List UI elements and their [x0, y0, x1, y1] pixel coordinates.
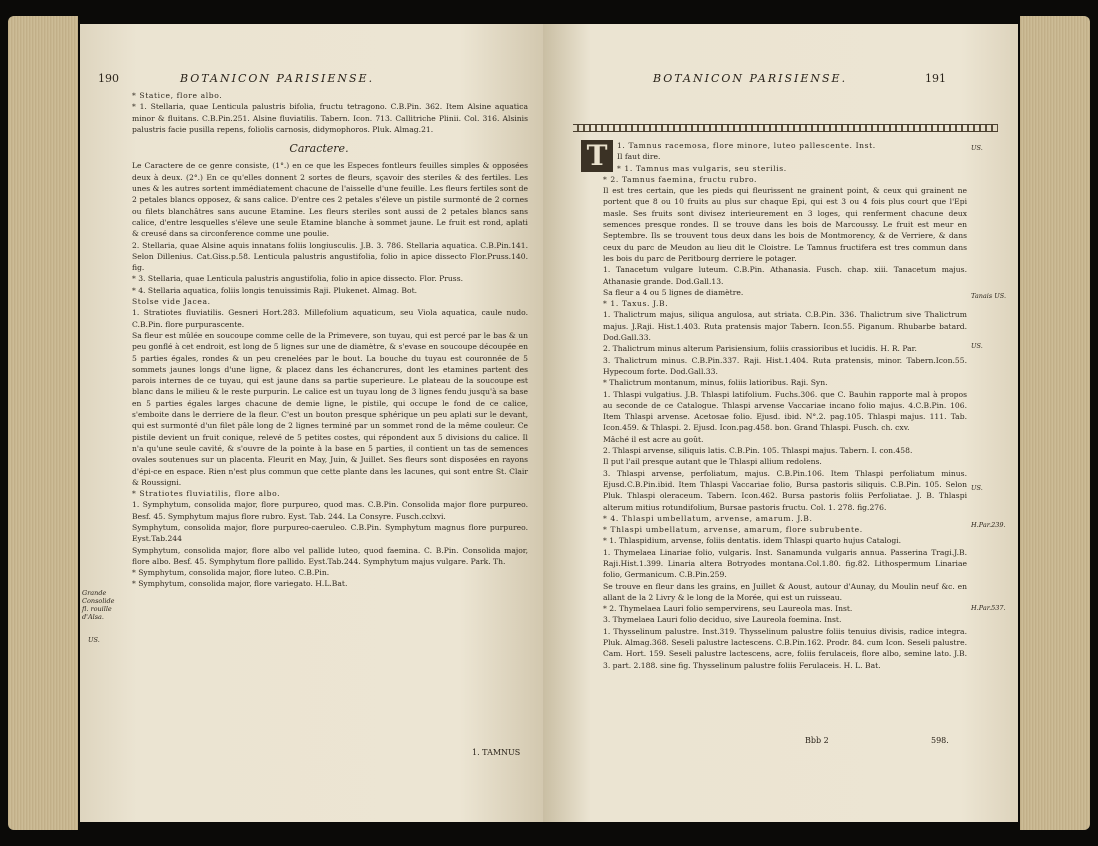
- entry-stolse: Stolse vide Jacea.: [132, 297, 211, 307]
- entry-thlaspi-3: 3. Thlaspi arvense, perfoliatum, majus. C.B.Pin.106. Item Thlaspi perfoliatum minus. Ejusd.C.B.Pin.ibid. Item Thlaspi Vaccariae folio, Bursa pastoris siliquis. C.B.Pin. 105. Selon Pluk. Thlaspi oleraceum. Tabern. Icon.462. Bursa pastoris foliis Perfoliatae. J. B. Thlaspi alterum mitius rotundifolium, Bursae pastoris fructu. Col. 1. 278. fig.276.: [603, 468, 967, 512]
- entry-thalictrum-1: 1. Thalictrum majus, siliqua angulosa, aut striata. C.B.Pin. 336. Thalictrum sive Thalictrum majus. J.Raji. Hist.1.403. Ruta pratensis major Tabern. Icon.55. Piganum. Rhubarbe batard. Dod.Gall.33.: [603, 310, 967, 343]
- left-page: [80, 24, 555, 822]
- entry-thalictrum-2: 2. Thalictrum minus alterum Parisiensium, foliis crassioribus et lucidis. H. R. Par.: [603, 344, 917, 354]
- entry-thymelaea-2: * 2. Thymelaea Lauri folio sempervirens, seu Laureola mas. Inst.: [603, 604, 853, 614]
- note-thlaspi-ail: Il put l'ail presque autant que le Thlaspi allium redolens.: [603, 457, 822, 467]
- note-il-faut-dire: Il faut dire.: [617, 152, 661, 162]
- left-running-head: BOTANICON PARISIENSE.: [180, 72, 375, 85]
- right-margin-note-6: H.Par.537.: [971, 604, 1006, 612]
- right-page-number: 191: [925, 72, 946, 85]
- entry-symphytum-2: Symphytum, consolida major, flore purpureo-caeruleo. C.B.Pin. Symphytum magnus flore purpureo. Eyst.Tab.244: [132, 522, 528, 544]
- paragraph-stratiotes-description: Sa fleur est mûlée en soucoupe comme celle de la Primevere, son tuyau, qui est percé par le bas & un peu gonflé à cet endroit, est long de 5 lignes sur une de diamètre, & s'evase en soucoupe découpée en 5 parties égales, rondes & un peu crenelées par le bout. La bouche du tuyau est couronnée de 5 sommets jaunes longs d'une ligne, & placez dans les échancrures, dont les etamines partent des parois internes de ce tuyau, qui est jaune dans sa partie superieure. Le plateau de la soucoupe est blanc dans le milieu & le reste purpurin. Le calice est un tuyau long de 3 lignes fendu jusqu'à sa base en 5 parties égales larges chacune de demie ligne, le pistile, qui occupe le fond de ce calice, s'emboite dans le derriere de la fleur. C'est un bouton presque sphérique un peu aplati sur le devant, qui est surmonté d'un filet pâle long de 2 lignes terminé par un sommet rond de la même couleur. Ce pistile devient un fruit conique, relevé de 5 petites costes, qui répondent aux 5 divisions du calice. Il n'a qu'une seule cavité, & s'ouvre de la pointe à la base en 5 parties, il contient un tas de semences ovales soutenues sur un placenta. Fleurit en May, Juin, & Juillet. Ses fleurs sont disposées en rayons d'épi-ce en espace. Rien n'est plus commun que cette plante dans les lacunes, qui sont entre St. Clair & Roussigni.: [132, 330, 528, 487]
- entry-thymelaea-3: 3. Thymelaea Lauri folio deciduo, sive Laureola foemina. Inst.: [603, 615, 842, 625]
- note-tanacetum-fleur: Sa fleur a 4 ou 5 lignes de diamètre.: [603, 287, 744, 297]
- entry-tamnus-1: 1. Tamnus racemosa, flore minore, luteo pallescente. Inst.: [617, 141, 876, 150]
- entry-thlaspidium: * 1. Thlaspidium, arvense, foliis dentatis. idem Thlaspi quarto hujus Catalogi.: [603, 536, 902, 546]
- note-thlaspi-goust: Mâché il est acre au goût.: [603, 434, 704, 444]
- signature-mark: Bbb 2: [805, 736, 829, 745]
- entry-thysselinum: 1. Thysselinum palustre. Inst.319. Thysselinum palustre foliis tenuius divisis, radice integra. Pluk. Almag.368. Seseli palustre lactescens. C.B.Pin.162. Prodr. 84. cum Icon. Seseli palustre. Cam. Hort. 159. Seseli palustre lactescens, acre, foliis ferulaceis, flore albo, semine lato. J.B. 3. part. 2.188. sine fig. Thysselinum palustre foliis Ferulaceis. H. L. Bat.: [603, 626, 967, 670]
- entry-stellaria-1: * 1. Stellaria, quae Lenticula palustris bifolia, fructu tetragono. C.B.Pin. 362. Item Alsine aquatica minor & fluitans. C.B.Pin.251. Alsine fluviatilis. Tabern. Icon. 713. Callitriche Plinii. Col. 316. Alsinis palustris facie pusilla repens, foliolis carnosis, didymophoros. Pluk. Almag.21.: [132, 102, 528, 134]
- entry-thlaspi-2: 2. Thlaspi arvense, siliquis latis. C.B.Pin. 105. Thlaspi majus. Tabern. I. con.458.: [603, 446, 913, 456]
- left-margin-note: Grande Consolide fl. rouille d'Alsa.: [82, 589, 115, 621]
- ornamental-rule: [573, 124, 998, 132]
- right-page: [543, 24, 1018, 822]
- entry-symphytum-5: * Symphytum, consolida major, flore variegato. H.L.Bat.: [132, 579, 348, 589]
- entry-symphytum-3: Symphytum, consolida major, flore albo vel pallide luteo, quod faemina. C. B.Pin. Consolida major, flore albo. Besf. 45. Symphytum flore pallido. Eyst.Tab.244. Symphytum majus vulgare. Park. Th.: [132, 545, 528, 566]
- left-margin-us: US.: [88, 636, 100, 644]
- entry-thlaspi-4: * 4. Thlaspi umbellatum, arvense, amarum. J.B.: [603, 513, 813, 523]
- entry-symphytum-4: * Symphytum, consolida major, flore luteo. C.B.Pin.: [132, 568, 330, 578]
- section-heading-caractere: Caractere.: [289, 142, 349, 156]
- open-book: [8, 6, 1090, 840]
- entry-tamnus-faemina: * 2. Tamnus faemina, fructu rubro.: [603, 174, 758, 184]
- right-page-edges: [1020, 16, 1090, 830]
- left-page-edges: [8, 16, 78, 830]
- entry-thlaspi-1: 1. Thlaspi vulgatius. J.B. Thlaspi latifolium. Fuchs.306. que C. Bauhin rapporte mal à propos au seconde de ce Catalogue. Thlaspi arvense Vaccariae incano folio majus. 4.C.B.Pin. 106. Item Thlaspi arvense. Acetosae folio. Ejusd. ibid. N°.2. pag.105. Thlaspi majus. 111. Tab. Icon.459. & Thlaspi. 2. Ejusd. Icon.pag.458. bon. Grand Thlaspi. Fusch. ch. cxv.: [603, 389, 967, 433]
- right-margin-note-1: US.: [971, 144, 983, 152]
- entry-stellaria-4: * 4. Stellaria aquatica, foliis longis tenuissimis Raji. Plukenet. Almag. Bot.: [132, 285, 418, 295]
- right-catchword: 598.: [931, 736, 949, 745]
- paragraph-caractere: Le Caractere de ce genre consiste, (1°.) en ce que les Especes fontleurs feuilles simples & opposées deux à deux. (2°.) En ce qu'elles donnent 2 sortes de fleurs, sçavoir des steriles & des fertiles. Les unes & les autres sortent immédiatement chacune de l'aisselle d'une feuille. Les fleurs fertiles sont de 2 petales blancs opposez, & sans calice. D'entre ces 2 petales s'éleve un pistile surmonté de 2 cornes ou filets blanchâtres sans aucune Etamine. Les fleurs steriles sont aussi de 2 petales blancs sans calice, d'entre lesquelles s'éleve une seule Etamine blanche à sommet jaune. Le fruit est rond, aplati & creusé dans sa circonference comme une poulie.: [132, 161, 528, 239]
- entry-tanacetum: 1. Tanacetum vulgare luteum. C.B.Pin. Athanasia. Fusch. chap. xiii. Tanacetum majus. Athanasie grande. Dod.Gall.13.: [603, 265, 967, 286]
- left-catchword: 1. TAMNUS: [472, 748, 521, 757]
- entry-thymelaea-1: 1. Thymelaea Linariae folio, vulgaris. Inst. Sanamunda vulgaris annua. Passerina Tragi.J.B. Raji.Hist.1.399. Linaria altera Botryodes montana.Col.1.80. fig.82. Lithospermum Linariae folio, Germanicum. C.B.Pin.259.: [603, 547, 967, 580]
- entry-taxus: * 1. Taxus. J.B.: [603, 299, 669, 309]
- right-margin-note-3: US.: [971, 342, 983, 350]
- right-margin-note-5: H.Par.239.: [971, 521, 1006, 529]
- right-running-head: BOTANICON PARISIENSE.: [653, 72, 848, 85]
- note-thymelaea-habitat: Se trouve en fleur dans les grains, en Juillet & Aoust, autour d'Aunay, du Moulin neuf &c. en allant de la 2 Livry & le long de la Morée, qui est un ruisseau.: [603, 581, 967, 602]
- left-body-text: [110, 90, 528, 590]
- decorated-initial: T: [581, 140, 613, 172]
- right-margin-note-2: Tanais US.: [971, 292, 1007, 300]
- entry-thalictrum-3: 3. Thalictrum minus. C.B.Pin.337. Raji. Hist.1.404. Ruta pratensis, minor. Tabern.Icon.55. Hypecoum forte. Dod.Gall.33.: [603, 355, 967, 376]
- entry-symphytum-1: 1. Symphytum, consolida major, flore purpureo, quod mas. C.B.Pin. Consolida major flore purpureo. Besf. 45. Symphytum majus flore rubro. Eyst. Tab. 244. La Consyre. Fusch.cclxvi.: [132, 500, 528, 521]
- entry-thalictrum-montanum: * Thalictrum montanum, minus, foliis latioribus. Raji. Syn.: [603, 378, 828, 388]
- entry-tamnus-mas: * 1. Tamnus mas vulgaris, seu sterilis.: [617, 163, 787, 173]
- entry-stratiotes-1: 1. Stratiotes fluviatilis. Gesneri Hort.283. Millefolium aquaticum, seu Viola aquatica, caule nudo. C.B.Pin. flore purpurascente.: [132, 308, 528, 329]
- entry-stratiotes-albo: * Stratiotes fluviatilis, flore albo.: [132, 489, 281, 499]
- paragraph-tamnus: Il est tres certain, que les pieds qui fleurissent ne grainent point, & ceux qui grainent ne portent que 8 ou 10 fruits au plus sur chaque Epi, qui est 3 ou 4 fois plus court que l'Epi masle. Ses fruits sont divisez interieurement en 3 loges, qui renferment chacune deux semences presque rondes. Il se trouve dans les bois de Marcoussy. Le fruit est meur en Septembre. Ils se trouvent tous deux dans les bois de Montmorency, & de Verriere, & dans ceux du parc de Meudon au lieu dit le Cloistre. Le Tamnus fructifera est tres commun dans les bois du parc de Peritbourg derriere le potager.: [603, 186, 967, 263]
- entry-stellaria-3: * 3. Stellaria, quae Lenticula palustris angustifolia, folio in apice dissecto. Flor. Pruss.: [132, 274, 464, 284]
- left-page-number: 190: [98, 72, 119, 85]
- entry-statice: * Statice, flore albo.: [132, 91, 223, 100]
- entry-thlaspi-umbellatum: * Thlaspi umbellatum, arvense, amarum, flore subrubente.: [603, 525, 863, 535]
- right-body-text: [581, 140, 967, 671]
- entry-stellaria-2: 2. Stellaria, quae Alsine aquis innatans foliis longiusculis. J.B. 3. 786. Stellaria aquatica. C.B.Pin.141. Selon Dillenius. Cat.Giss.p.58. Lenticula palustris angustifolia, folio in apice dissecto Flor.Pruss.140. fig.: [132, 240, 528, 273]
- right-margin-note-4: US.: [971, 484, 983, 492]
